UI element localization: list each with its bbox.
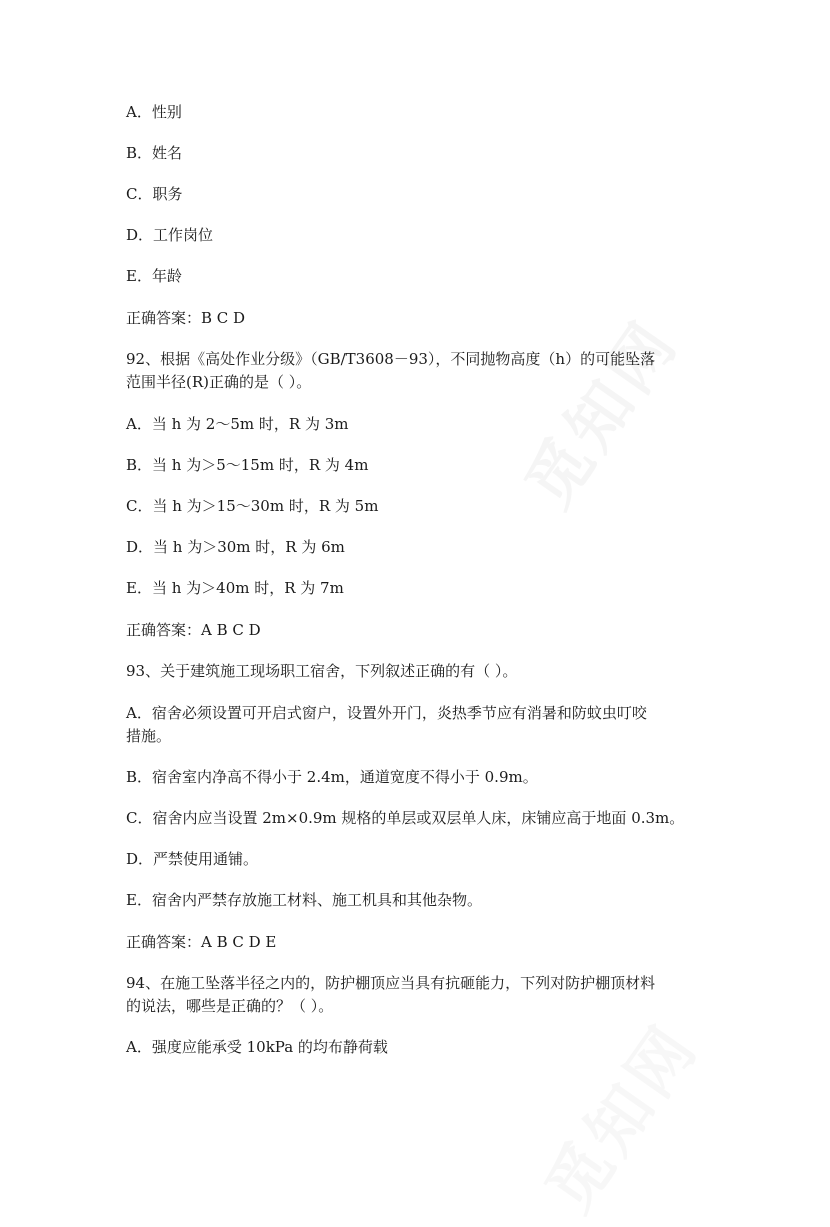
q93-option-b: B．宿舍室内净高不得小于 2.4m，通道宽度不得小于 0.9m。 <box>126 768 538 786</box>
q93-option-a-line1: A．宿舍必须设置可开启式窗户，设置外开门，炎热季节应有消暑和防蚊虫叮咬 <box>126 704 647 722</box>
question-93: 93、关于建筑施工现场职工宿舍，下列叙述正确的有（ ）。 <box>126 662 518 680</box>
q92-option-e: E．当 h 为＞40m 时，R 为 7m <box>126 579 344 597</box>
question-94-line1: 94、在施工坠落半径之内的，防护棚顶应当具有抗砸能力，下列对防护棚顶材料 <box>126 974 656 992</box>
q92-option-a: A．当 h 为 2～5m 时，R 为 3m <box>126 415 349 433</box>
option-d-job-post: D．工作岗位 <box>126 226 214 244</box>
answer-91: 正确答案：B C D <box>126 309 246 327</box>
q92-option-d: D．当 h 为＞30m 时，R 为 6m <box>126 538 345 556</box>
q93-option-c: C．宿舍内应当设置 2m×0.9m 规格的单层或双层单人床，床铺应高于地面 0.3m。 <box>126 809 685 827</box>
question-92-line1: 92、根据《高处作业分级》（GB/T3608－93），不同抛物高度（h）的可能坠落 <box>126 350 656 368</box>
option-e-age: E．年龄 <box>126 267 182 285</box>
option-b-name: B．姓名 <box>126 144 183 162</box>
q92-option-c: C．当 h 为＞15～30m 时，R 为 5m <box>126 497 379 515</box>
q92-option-b: B．当 h 为＞5～15m 时，R 为 4m <box>126 456 369 474</box>
q93-option-e: E．宿舍内严禁存放施工材料、施工机具和其他杂物。 <box>126 891 482 909</box>
watermark-text: 觅知网 <box>512 306 694 522</box>
question-94-line2: 的说法，哪些是正确的？（ ）。 <box>126 997 334 1015</box>
q93-option-a-line2: 措施。 <box>126 727 172 745</box>
answer-93: 正确答案：A B C D E <box>126 933 277 951</box>
q93-option-d: D．严禁使用通铺。 <box>126 850 259 868</box>
watermark-text-bottom: 觅知网 <box>532 1010 714 1226</box>
option-a-gender: A．性别 <box>126 103 182 121</box>
answer-92: 正确答案：A B C D <box>126 621 261 639</box>
question-92-line2: 范围半径(R)正确的是（ ）。 <box>126 373 312 391</box>
q94-option-a: A．强度应能承受 10kPa 的均布静荷载 <box>126 1038 388 1056</box>
option-c-position: C．职务 <box>126 185 183 203</box>
